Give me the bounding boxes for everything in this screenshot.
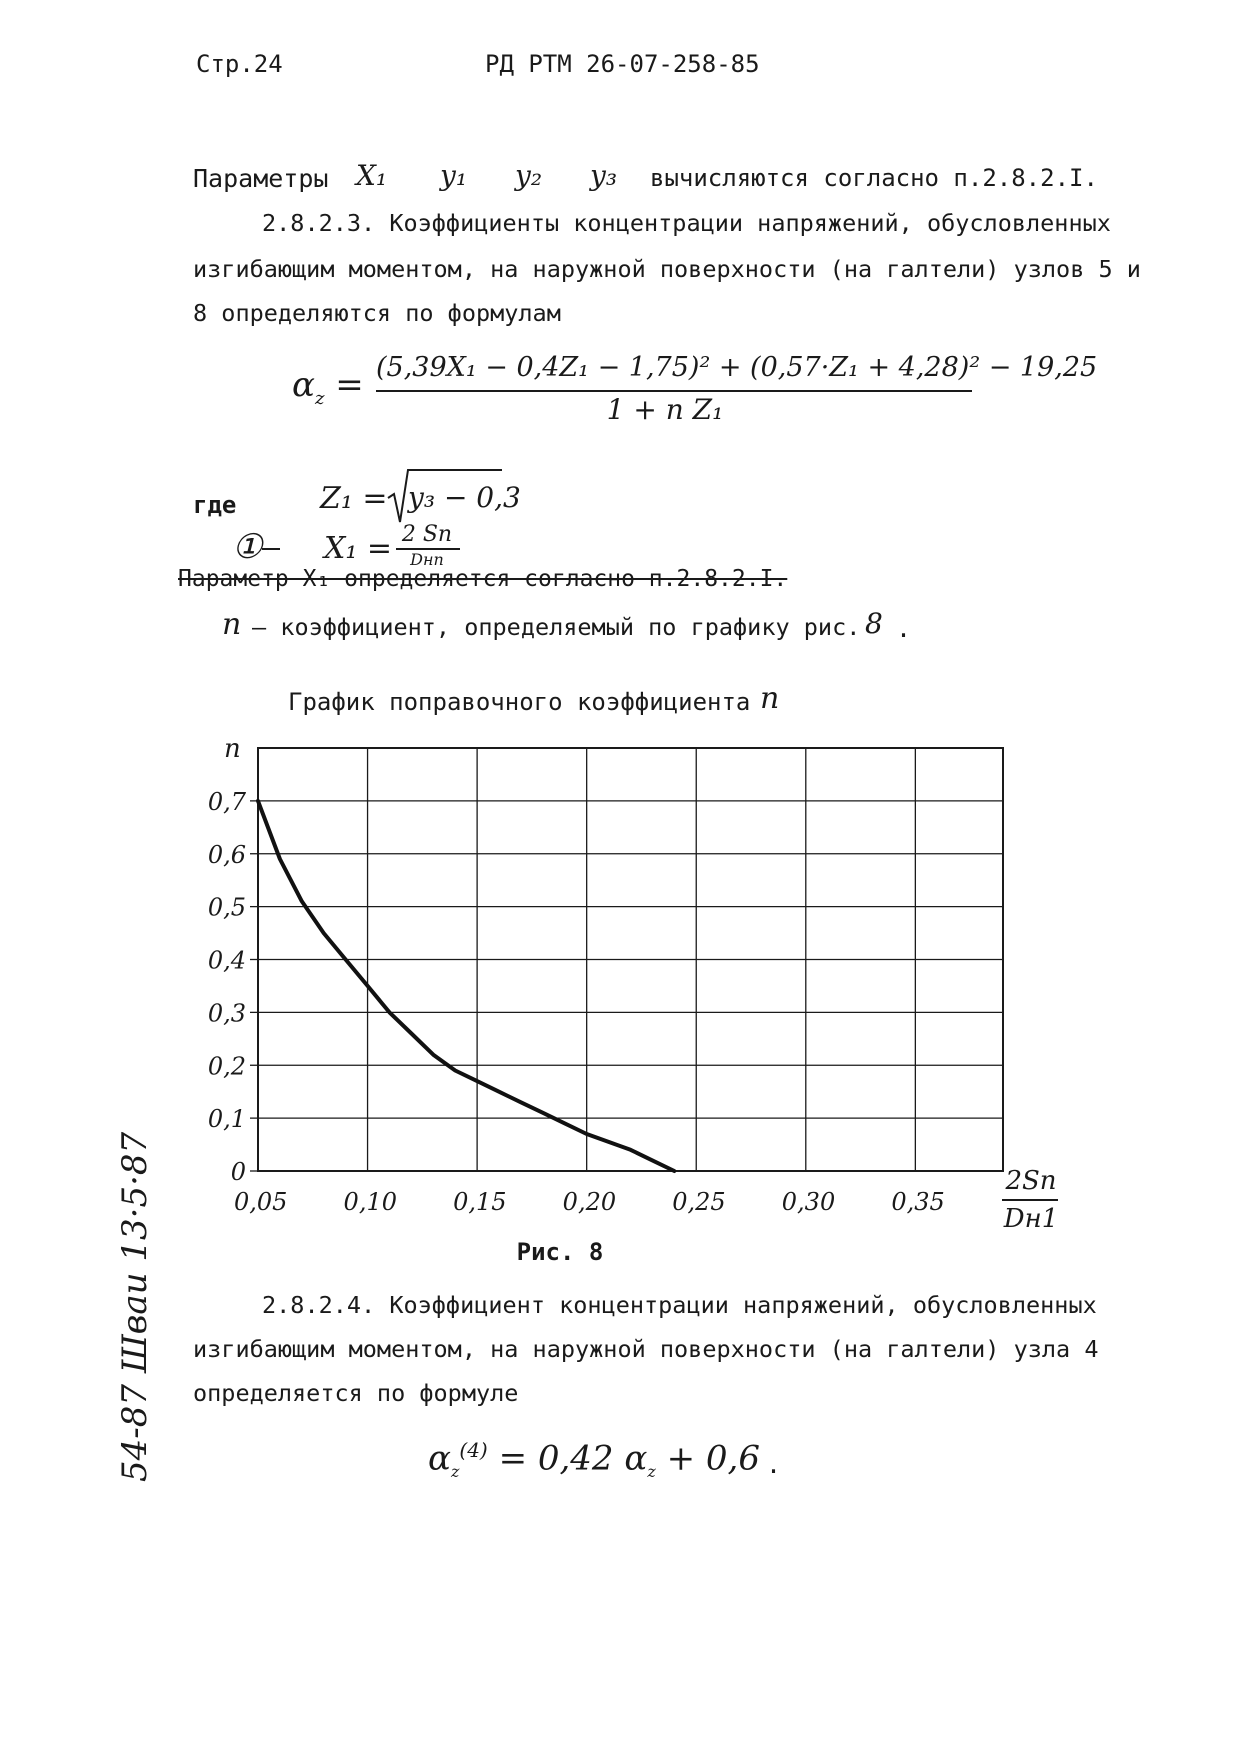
where-label: где (193, 491, 237, 519)
x-tick-label: 0,15 (453, 1188, 507, 1216)
x-tick-label: 0,10 (343, 1188, 397, 1216)
n-curve (258, 801, 674, 1171)
y-tick-label: 0,2 (207, 1052, 246, 1081)
figure-caption: Рис. 8 (516, 1238, 604, 1266)
paragraph-2824-line-3: определяется по формуле (193, 1379, 519, 1407)
x1-denominator: Dнп (410, 550, 444, 569)
n-description: – коэффициент, определяемый по графику рис. (252, 613, 861, 641)
y-tick-label: 0,7 (207, 787, 246, 816)
paragraph-2823-line-2: изгибающим моментом, на наружной поверхности (на галтели) узлов 5 и (193, 255, 1141, 283)
formula-node4-dot: . (766, 1450, 782, 1479)
margin-handwritten-note: 54-87 Шваи 13·5·87 (115, 1131, 155, 1482)
chart-title-variable: n (760, 681, 780, 716)
x-axis-label-numerator: 2Sп (1005, 1166, 1057, 1196)
n-end-dot: . (896, 614, 912, 643)
paragraph-2823-line-1: 2.8.2.3. Коэффициенты концентрации напряжений, обусловленных (262, 209, 1111, 237)
formula-denominator: 1 + n Z₁ (606, 393, 724, 426)
formula-node4: $\alpha_z^{(4)} = 0,42$ $\alpha_z + 0,6$ (428, 1438, 760, 1482)
paragraph-2823-line-3: 8 определяются по формулам (193, 299, 561, 327)
intro-var-x1: X₁ (356, 159, 388, 192)
document-code: РД РТМ 26-07-258-85 (485, 50, 760, 78)
intro-var-y3: y₃ (590, 159, 618, 192)
y-tick-label: 0,6 (207, 840, 246, 869)
x-tick-label: 0,35 (891, 1188, 945, 1216)
x-axis-label-denominator: Dн1 (1003, 1204, 1059, 1234)
x-axis-label-fraction-bar (1002, 1199, 1058, 1201)
x1-definition-lhs: X₁ = (324, 531, 393, 566)
struck-out-line: Параметр X₁ определяется согласно п.2.8.2.I. (178, 566, 788, 592)
z1-radicand: y₃ − 0,3 (408, 481, 521, 514)
x-tick-label: 0,25 (672, 1188, 726, 1216)
paragraph-2824-line-2: изгибающим моментом, на наружной поверхности (на галтели) узла 4 (193, 1335, 1099, 1363)
x-tick-label: 0,05 (234, 1188, 288, 1216)
y-tick-label: 0,1 (207, 1105, 246, 1134)
y-tick-label: 0,3 (207, 999, 246, 1028)
n-variable: n (222, 607, 242, 642)
y-tick-label: 0,4 (207, 946, 246, 975)
y-tick-label: 0,5 (207, 893, 246, 922)
intro-rest: вычисляются согласно п.2.8.2.I. (650, 164, 1098, 192)
intro-var-y1: y₁ (440, 159, 468, 192)
paragraph-2824-line-1: 2.8.2.4. Коэффициент концентрации напряжений, обусловленных (262, 1291, 1097, 1319)
x1-numerator: 2 Sп (401, 522, 453, 547)
x-tick-label: 0,30 (781, 1188, 836, 1216)
formula-numerator: (5,39X₁ − 0,4Z₁ − 1,75)² + (0,57·Z₁ + 4,28)² − 19,25 (376, 352, 1098, 383)
x-tick-label: 0,20 (562, 1188, 617, 1216)
chart-title: График поправочного коэффициента (288, 688, 751, 716)
page-number: Стр.24 (196, 50, 283, 78)
intro-var-y2: y₂ (515, 159, 543, 192)
correction-mark: ① (232, 527, 263, 567)
y-axis-label: n (224, 734, 241, 764)
n-figure-number: 8 (865, 607, 883, 640)
formula-lhs: $\alpha_z$ = (292, 365, 364, 409)
intro-label: Параметры (193, 164, 329, 193)
z1-definition-lhs: Z₁ = (320, 481, 388, 516)
y-tick-label: 0 (230, 1158, 246, 1186)
